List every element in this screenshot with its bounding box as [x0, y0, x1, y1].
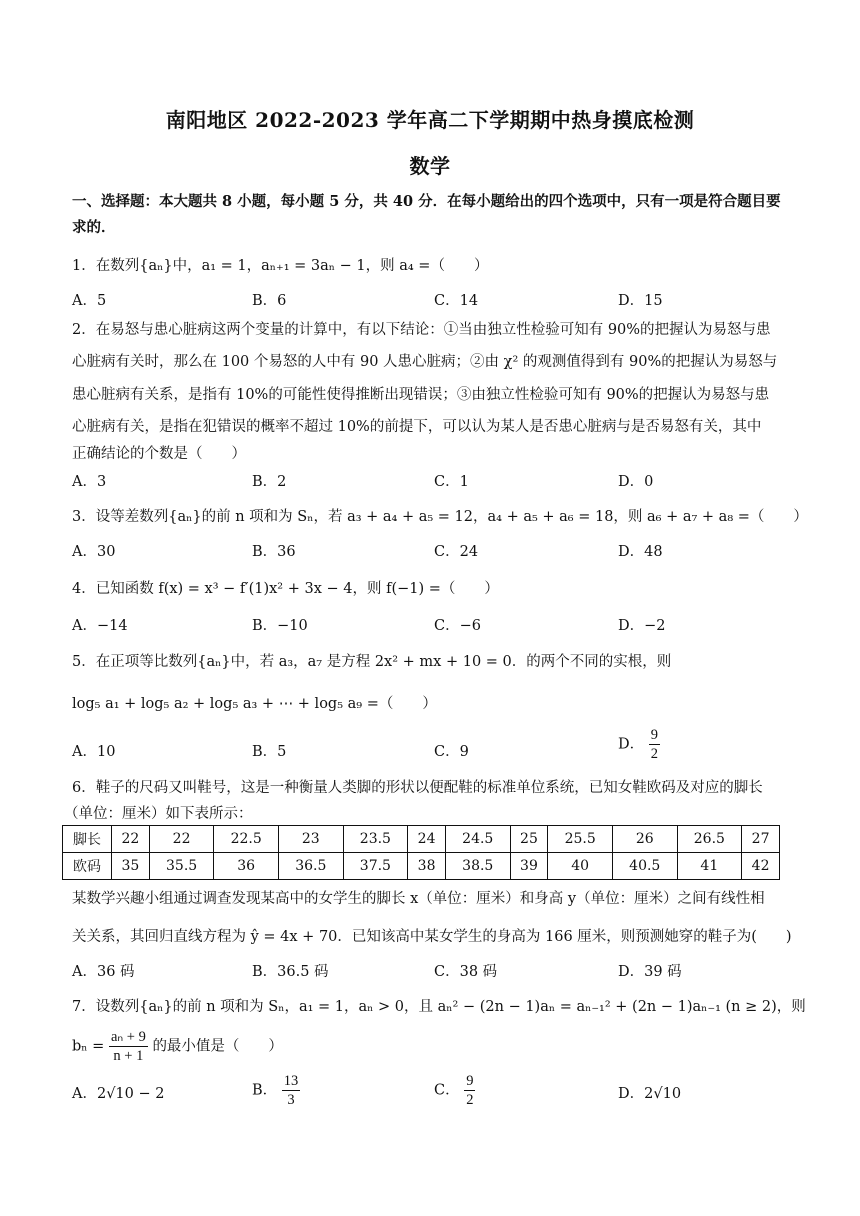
option-c: C．1 [434, 474, 469, 490]
question-5-stem: 5．在正项等比数列{aₙ}中，若 a₃，a₇ 是方程 2x² + mx + 10 = 0．的两个不同的实根，则 [72, 654, 672, 670]
table-cell: 35.5 [149, 853, 214, 880]
option-a: A．−14 [72, 618, 128, 634]
option-a: A．10 [72, 744, 116, 760]
fraction-numerator: aₙ + 9 [110, 1029, 146, 1045]
question-2-line: 心脏病有关，是指在犯错误的概率不超过 10%的前提下，可以认为某人是否患心脏病与是否易怒有关，其中 [72, 419, 762, 435]
question-5-stem-cont: log₅ a₁ + log₅ a₂ + log₅ a₃ + ⋯ + log₅ a₉ =（ ） [72, 696, 437, 712]
table-cell: 24.5 [445, 826, 510, 853]
option-b-label: B． [252, 1082, 278, 1099]
table-cell: 38 [408, 853, 446, 880]
shoe-size-table [62, 825, 780, 880]
exam-title: 南阳地区 2022-2023 学年高二下学期期中热身摸底检测 [165, 108, 695, 132]
option-b: B．36 [252, 544, 296, 560]
fraction-numerator: 9 [466, 1073, 474, 1089]
row-label: 欧码 [63, 853, 112, 880]
option-c: C．38 码 [434, 964, 498, 980]
option-b: B．2 [252, 474, 287, 490]
table-cell: 40 [548, 853, 613, 880]
option-b: B．5 [252, 744, 287, 760]
fraction [109, 1028, 148, 1065]
table-cell: 26.5 [677, 826, 742, 853]
option-d: D．2√10 [618, 1086, 682, 1102]
section-heading-cont: 求的． [72, 219, 116, 236]
option-b: B．−10 [252, 618, 308, 634]
table-row [63, 826, 780, 853]
b-n-prefix: bₙ = [72, 1038, 105, 1055]
table-cell: 35 [112, 853, 150, 880]
option-d: D．15 [618, 293, 663, 309]
table-cell: 42 [742, 853, 780, 880]
table-cell: 25 [510, 826, 548, 853]
option-d: D．48 [618, 544, 663, 560]
table-cell: 41 [677, 853, 742, 880]
option-b: B．36.5 码 [252, 964, 329, 980]
question-7-stem: 7．设数列{aₙ}的前 n 项和为 Sₙ，a₁ = 1，aₙ > 0，且 aₙ² − (2n − 1)aₙ = aₙ₋₁² + (2n − 1)aₙ₋₁ (n ≥ 2)，则 [72, 999, 806, 1015]
table-cell: 36 [214, 853, 279, 880]
option-a: A．30 [72, 544, 116, 560]
table-cell: 26 [612, 826, 677, 853]
option-c: C．24 [434, 544, 479, 560]
table-cell: 22 [149, 826, 214, 853]
question-6-line: （单位：厘米）如下表所示： [64, 806, 253, 822]
fraction-numerator: 9 [650, 727, 658, 743]
table-cell: 25.5 [548, 826, 613, 853]
option-d-label: D． [618, 736, 645, 753]
option-a: A．2√10 − 2 [72, 1086, 165, 1102]
option-b: B．6 [252, 293, 287, 309]
option-a: A．3 [72, 474, 107, 490]
table-cell: 23.5 [343, 826, 408, 853]
question-1-stem: 1．在数列{aₙ}中，a₁ = 1，aₙ₊₁ = 3aₙ − 1，则 a₄ =（ ） [72, 258, 489, 274]
table-cell: 24 [408, 826, 446, 853]
question-3-stem: 3．设等差数列{aₙ}的前 n 项和为 Sₙ，若 a₃ + a₄ + a₅ = 12，a₄ + a₅ + a₆ = 18，则 a₆ + a₇ + a₈ =（ ） [72, 509, 808, 525]
table-cell: 22.5 [214, 826, 279, 853]
table-cell: 23 [278, 826, 343, 853]
fraction [649, 726, 660, 763]
subject-title: 数学 [409, 154, 451, 178]
option-c: C．14 [434, 293, 479, 309]
question-6-after-line: 关关系，其回归直线方程为 ŷ = 4x + 70．已知该高中某女学生的身高为 166 厘米，则预测她穿的鞋子为( ) [72, 929, 792, 945]
table-row [63, 853, 780, 880]
option-d [618, 726, 660, 763]
fraction-denominator: 2 [650, 746, 658, 762]
option-b [252, 1072, 300, 1109]
b-n-suffix: 的最小值是（ ） [152, 1038, 283, 1055]
table-cell: 38.5 [445, 853, 510, 880]
section-heading: 一、选择题：本大题共 8 小题，每小题 5 分，共 40 分．在每小题给出的四个选项中，只有一项是符合题目要 [72, 193, 781, 210]
fraction-numerator: 13 [283, 1073, 299, 1089]
option-c: C．−6 [434, 618, 481, 634]
option-c [434, 1072, 475, 1109]
fraction [464, 1072, 475, 1109]
option-c: C．9 [434, 744, 469, 760]
option-d: D．39 码 [618, 964, 682, 980]
table-cell: 37.5 [343, 853, 408, 880]
question-7-stem-cont [72, 1028, 283, 1065]
question-2-line: 正确结论的个数是（ ） [72, 446, 246, 462]
option-a: A．36 码 [72, 964, 135, 980]
option-a: A．5 [72, 293, 107, 309]
question-4-stem: 4．已知函数 f(x) = x³ − f′(1)x² + 3x − 4，则 f(−1) =（ ） [72, 581, 499, 597]
question-6-line: 6．鞋子的尺码又叫鞋号，这是一种衡量人类脚的形状以便配鞋的标准单位系统，已知女鞋欧码及对应的脚长 [72, 780, 763, 796]
table-cell: 27 [742, 826, 780, 853]
fraction-denominator: 2 [466, 1092, 474, 1108]
question-2-line: 患心脏病有关系，是指有 10%的可能性使得推断出现错误；③由独立性检验可知有 90%的把握认为易怒与患 [72, 387, 770, 403]
option-d: D．−2 [618, 618, 666, 634]
question-6-after-line: 某数学兴趣小组通过调查发现某高中的女学生的脚长 x（单位：厘米）和身高 y（单位：厘米）之间有线性相 [72, 891, 765, 907]
option-d: D．0 [618, 474, 654, 490]
fraction-denominator: 3 [287, 1092, 295, 1108]
question-2-line: 2．在易怒与患心脏病这两个变量的计算中，有以下结论：①当由独立性检验可知有 90%的把握认为易怒与患 [72, 322, 771, 338]
table-cell: 36.5 [278, 853, 343, 880]
table-cell: 40.5 [612, 853, 677, 880]
row-label: 脚长 [63, 826, 112, 853]
fraction [282, 1072, 301, 1109]
question-2-line: 心脏病有关时，那么在 100 个易怒的人中有 90 人患心脏病；②由 χ² 的观测值得到有 90%的把握认为易怒与 [72, 354, 778, 370]
table-cell: 39 [510, 853, 548, 880]
option-c-label: C． [434, 1082, 460, 1099]
fraction-denominator: n + 1 [113, 1048, 144, 1064]
table-cell: 22 [112, 826, 150, 853]
